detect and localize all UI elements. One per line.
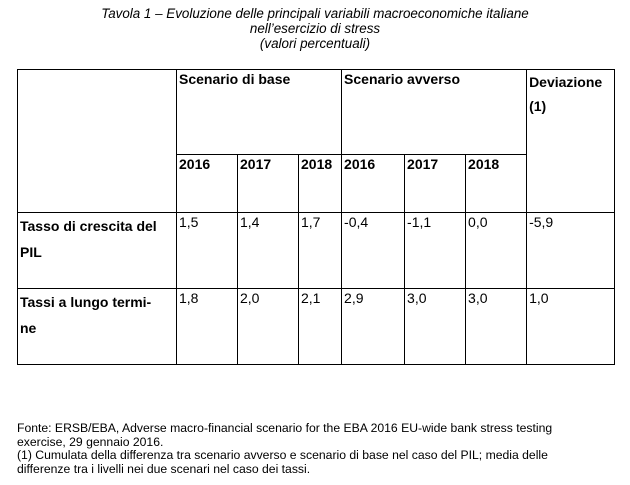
- year-base-2017: 2017: [238, 155, 299, 213]
- note-line-2: differenze tra i livelli nei due scenari nel caso dei tassi.: [17, 461, 311, 476]
- row-label-gdp-growth: [18, 213, 177, 289]
- table-cell: 2,0: [238, 289, 299, 365]
- table-header-row-groups: [18, 70, 615, 155]
- title-line-2: nell’esercizio di stress: [249, 21, 381, 36]
- row-label-line-2: ne: [20, 320, 37, 336]
- table-cell: 1,7: [299, 213, 342, 289]
- table-corner-cell: [18, 70, 177, 213]
- source-line-2: exercise, 29 gennaio 2016.: [17, 434, 164, 449]
- year-base-2016: 2016: [177, 155, 238, 213]
- row-label-line-1: Tassi a lungo termi-: [20, 294, 152, 310]
- header-deviation-line-1: Deviazione: [529, 74, 603, 90]
- row-label-long-term-rates: [18, 289, 177, 365]
- table-cell: 3,0: [466, 289, 527, 365]
- table-cell: 1,5: [177, 213, 238, 289]
- title-line-3: (valori percentuali): [259, 36, 371, 51]
- table-cell: -0,4: [342, 213, 405, 289]
- header-deviation-line-2: (1): [529, 98, 547, 114]
- table-cell: 1,0: [527, 289, 615, 365]
- header-deviation: [527, 70, 615, 213]
- table-row: [18, 289, 615, 365]
- table-row: [18, 213, 615, 289]
- table-cell: -1,1: [405, 213, 466, 289]
- footnotes: [17, 422, 617, 476]
- year-adverse-2018: 2018: [466, 155, 527, 213]
- macro-variables-table: [17, 69, 615, 365]
- source-line-1: Fonte: ERSB/EBA, Adverse macro-financial scenario for the EBA 2016 EU-wide bank stress testing: [17, 421, 553, 435]
- header-adverse-scenario: Scenario avverso: [342, 70, 527, 155]
- row-label-line-1: Tasso di crescita del: [20, 218, 157, 234]
- year-base-2018: 2018: [299, 155, 342, 213]
- header-base-scenario: Scenario di base: [177, 70, 342, 155]
- table-cell: 3,0: [405, 289, 466, 365]
- table-cell: 0,0: [466, 213, 527, 289]
- title-line-1: Tavola 1 – Evoluzione delle principali variabili macroeconomiche italiane: [101, 6, 529, 21]
- table-title: [0, 6, 630, 51]
- note-line-1: (1) Cumulata della differenza tra scenario avverso e scenario di base nel caso del PIL; media delle: [17, 448, 548, 462]
- table-cell: 1,8: [177, 289, 238, 365]
- row-label-line-2: PIL: [20, 244, 42, 260]
- year-adverse-2017: 2017: [405, 155, 466, 213]
- year-adverse-2016: 2016: [342, 155, 405, 213]
- table-cell: -5,9: [527, 213, 615, 289]
- table-cell: 2,9: [342, 289, 405, 365]
- table-cell: 2,1: [299, 289, 342, 365]
- table-cell: 1,4: [238, 213, 299, 289]
